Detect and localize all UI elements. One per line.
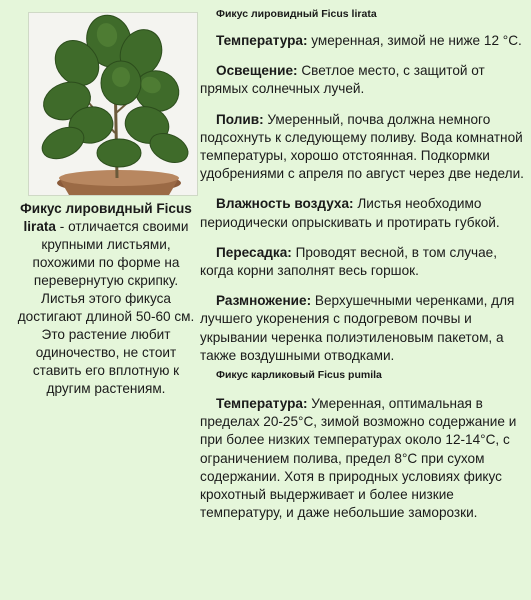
care-text: умеренная, зимой не ниже 12 °С. [307, 33, 522, 48]
section-1-title: Фикус лировидный Ficus lirata [216, 8, 377, 20]
ficus-plant-photo [28, 12, 198, 196]
section-2-title: Фикус карликовый Ficus pumila [216, 369, 382, 382]
care-lighting [200, 62, 525, 98]
care-repotting [200, 244, 525, 280]
care-label: Освещение: [216, 63, 298, 79]
care-label: Размножение: [216, 293, 312, 309]
care-temperature [200, 32, 525, 50]
care-text: Светлое место, с защитой от прямых солнечных лучей. [200, 63, 485, 97]
care-temperature-pumila [200, 395, 525, 522]
care-watering [200, 111, 525, 184]
right-column [200, 8, 525, 534]
caption-description: - отличается своими крупными листьями, похожими по форме на перевернутую скрипку. Листья этого фикуса достигают длиной 50-60 см. Это растение любит одиночество, не стоит ставить его вплотную к другим растениям. [17, 219, 195, 396]
care-humidity [200, 195, 525, 231]
plant-illustration [29, 13, 197, 195]
care-text: Умеренный, почва должна немного подсохнуть к следующему поливу. Вода комнатной температуры, хорошо отстоянная. Подкормки удобрениями с апреля по август через две недели. [200, 111, 524, 182]
care-text: Проводят весной, в том случае, когда корни заполнят весь горшок. [200, 244, 498, 279]
care-label: Полив: [216, 111, 264, 127]
care-label: Пересадка: [216, 244, 292, 260]
care-text: Листья необходимо периодически опрыскивать и протирать губкой. [200, 196, 500, 230]
care-label: Температура: [216, 396, 308, 412]
left-column [12, 12, 200, 398]
care-label: Влажность воздуха: [216, 196, 354, 212]
care-text: Верхушечными черенками, для лучшего укоренения с подогревом почвы и укрывании черенка полиэтиленовым пакетом, а также воздушными отводками. [200, 293, 515, 363]
care-propagation [200, 292, 525, 365]
plant-caption [12, 200, 200, 398]
care-text: Умеренная, оптимальная в пределах 20-25°С, зимой возможно содержание и при более низких температурах около 12-14°С, с ограничением полива, предел 8°С при сухом содержании. Хотя в природных условиях фикус крохотный выдерживает и более низкие температуру, и даже небольшие заморозки. [200, 396, 517, 521]
care-label: Температура: [216, 33, 308, 48]
caption-plant-name: Фикус лировидный Ficus lirata [20, 201, 192, 234]
